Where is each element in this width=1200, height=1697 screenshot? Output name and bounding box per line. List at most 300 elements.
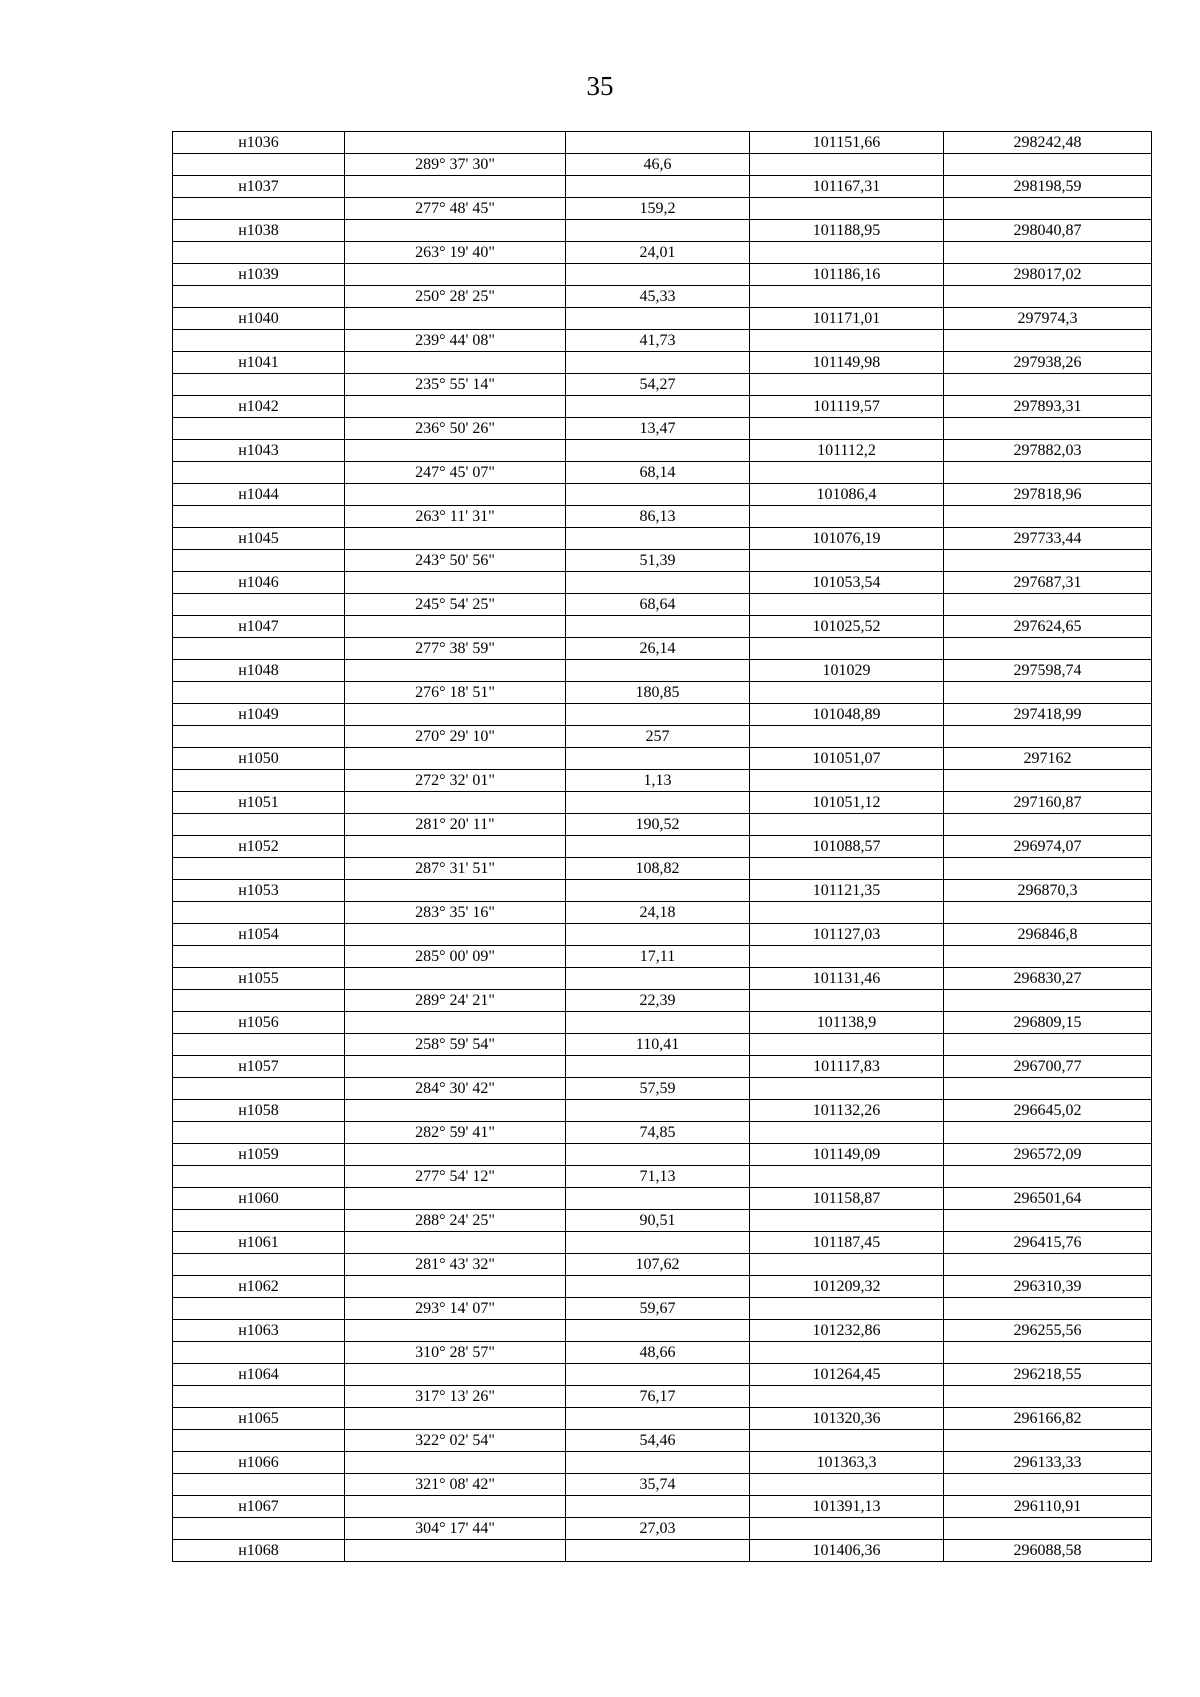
empty-cell (566, 704, 750, 726)
x-coordinate-cell: 101132,26 (750, 1100, 944, 1122)
empty-cell (345, 1496, 566, 1518)
segment-length-cell: 24,01 (566, 242, 750, 264)
x-coordinate-cell: 101264,45 (750, 1364, 944, 1386)
y-coordinate-cell: 296255,56 (944, 1320, 1152, 1342)
direction-angle-cell: 289° 37' 30" (345, 154, 566, 176)
empty-cell (173, 550, 345, 572)
x-coordinate-cell: 101117,83 (750, 1056, 944, 1078)
empty-cell (750, 1430, 944, 1452)
segment-row (173, 1342, 1152, 1364)
empty-cell (173, 1430, 345, 1452)
direction-angle-cell: 310° 28' 57" (345, 1342, 566, 1364)
segment-row (173, 814, 1152, 836)
y-coordinate-cell: 298242,48 (944, 132, 1152, 154)
segment-length-cell: 76,17 (566, 1386, 750, 1408)
empty-cell (566, 1100, 750, 1122)
empty-cell (750, 462, 944, 484)
point-row (173, 176, 1152, 198)
y-coordinate-cell: 298017,02 (944, 264, 1152, 286)
empty-cell (173, 682, 345, 704)
direction-angle-cell: 243° 50' 56" (345, 550, 566, 572)
x-coordinate-cell: 101188,95 (750, 220, 944, 242)
x-coordinate-cell: 101186,16 (750, 264, 944, 286)
segment-length-cell: 1,13 (566, 770, 750, 792)
empty-cell (944, 1166, 1152, 1188)
empty-cell (173, 814, 345, 836)
direction-angle-cell: 263° 19' 40" (345, 242, 566, 264)
point-row (173, 484, 1152, 506)
empty-cell (173, 374, 345, 396)
empty-cell (944, 594, 1152, 616)
empty-cell (345, 264, 566, 286)
point-name-cell: н1065 (173, 1408, 345, 1430)
y-coordinate-cell: 296830,27 (944, 968, 1152, 990)
empty-cell (345, 528, 566, 550)
point-row (173, 836, 1152, 858)
empty-cell (173, 1518, 345, 1540)
segment-row (173, 726, 1152, 748)
point-name-cell: н1062 (173, 1276, 345, 1298)
point-row (173, 1496, 1152, 1518)
x-coordinate-cell: 101391,13 (750, 1496, 944, 1518)
empty-cell (345, 1232, 566, 1254)
empty-cell (750, 682, 944, 704)
empty-cell (750, 154, 944, 176)
empty-cell (173, 770, 345, 792)
empty-cell (750, 1166, 944, 1188)
point-row (173, 1012, 1152, 1034)
empty-cell (750, 418, 944, 440)
direction-angle-cell: 235° 55' 14" (345, 374, 566, 396)
x-coordinate-cell: 101149,98 (750, 352, 944, 374)
y-coordinate-cell: 297418,99 (944, 704, 1152, 726)
point-name-cell: н1040 (173, 308, 345, 330)
point-row (173, 396, 1152, 418)
empty-cell (345, 132, 566, 154)
point-row (173, 264, 1152, 286)
empty-cell (173, 1210, 345, 1232)
empty-cell (944, 1518, 1152, 1540)
segment-length-cell: 59,67 (566, 1298, 750, 1320)
empty-cell (944, 330, 1152, 352)
segment-length-cell: 74,85 (566, 1122, 750, 1144)
point-row (173, 880, 1152, 902)
y-coordinate-cell: 297818,96 (944, 484, 1152, 506)
point-name-cell: н1039 (173, 264, 345, 286)
empty-cell (345, 352, 566, 374)
point-row (173, 352, 1152, 374)
point-name-cell: н1038 (173, 220, 345, 242)
segment-row (173, 286, 1152, 308)
y-coordinate-cell: 296974,07 (944, 836, 1152, 858)
empty-cell (173, 418, 345, 440)
point-row (173, 572, 1152, 594)
empty-cell (345, 572, 566, 594)
empty-cell (345, 1012, 566, 1034)
x-coordinate-cell: 101167,31 (750, 176, 944, 198)
empty-cell (566, 1320, 750, 1342)
point-row (173, 968, 1152, 990)
point-name-cell: н1059 (173, 1144, 345, 1166)
direction-angle-cell: 288° 24' 25" (345, 1210, 566, 1232)
empty-cell (173, 330, 345, 352)
empty-cell (173, 726, 345, 748)
empty-cell (750, 374, 944, 396)
empty-cell (944, 418, 1152, 440)
point-name-cell: н1068 (173, 1540, 345, 1562)
empty-cell (566, 1276, 750, 1298)
segment-row (173, 1210, 1152, 1232)
x-coordinate-cell: 101112,2 (750, 440, 944, 462)
direction-angle-cell: 250° 28' 25" (345, 286, 566, 308)
empty-cell (566, 308, 750, 330)
x-coordinate-cell: 101048,89 (750, 704, 944, 726)
y-coordinate-cell: 298040,87 (944, 220, 1152, 242)
empty-cell (345, 616, 566, 638)
empty-cell (173, 198, 345, 220)
empty-cell (566, 1452, 750, 1474)
direction-angle-cell: 270° 29' 10" (345, 726, 566, 748)
x-coordinate-cell: 101138,9 (750, 1012, 944, 1034)
empty-cell (173, 946, 345, 968)
empty-cell (944, 286, 1152, 308)
point-name-cell: н1057 (173, 1056, 345, 1078)
segment-length-cell: 17,11 (566, 946, 750, 968)
empty-cell (750, 1342, 944, 1364)
empty-cell (173, 1034, 345, 1056)
point-name-cell: н1066 (173, 1452, 345, 1474)
empty-cell (173, 1254, 345, 1276)
empty-cell (750, 990, 944, 1012)
segment-length-cell: 22,39 (566, 990, 750, 1012)
empty-cell (750, 1034, 944, 1056)
empty-cell (750, 1386, 944, 1408)
empty-cell (944, 374, 1152, 396)
y-coordinate-cell: 296809,15 (944, 1012, 1152, 1034)
empty-cell (345, 704, 566, 726)
segment-length-cell: 159,2 (566, 198, 750, 220)
empty-cell (944, 858, 1152, 880)
direction-angle-cell: 263° 11' 31" (345, 506, 566, 528)
segment-length-cell: 110,41 (566, 1034, 750, 1056)
segment-length-cell: 13,47 (566, 418, 750, 440)
point-name-cell: н1046 (173, 572, 345, 594)
segment-length-cell: 45,33 (566, 286, 750, 308)
direction-angle-cell: 304° 17' 44" (345, 1518, 566, 1540)
point-row (173, 528, 1152, 550)
empty-cell (750, 638, 944, 660)
y-coordinate-cell: 296572,09 (944, 1144, 1152, 1166)
segment-row (173, 330, 1152, 352)
empty-cell (566, 396, 750, 418)
point-name-cell: н1042 (173, 396, 345, 418)
segment-length-cell: 54,27 (566, 374, 750, 396)
empty-cell (944, 506, 1152, 528)
y-coordinate-cell: 296846,8 (944, 924, 1152, 946)
point-row (173, 1232, 1152, 1254)
direction-angle-cell: 272° 32' 01" (345, 770, 566, 792)
y-coordinate-cell: 297160,87 (944, 792, 1152, 814)
direction-angle-cell: 282° 59' 41" (345, 1122, 566, 1144)
direction-angle-cell: 281° 20' 11" (345, 814, 566, 836)
x-coordinate-cell: 101131,46 (750, 968, 944, 990)
empty-cell (566, 132, 750, 154)
empty-cell (345, 1364, 566, 1386)
point-name-cell: н1060 (173, 1188, 345, 1210)
y-coordinate-cell: 297938,26 (944, 352, 1152, 374)
y-coordinate-cell: 296415,76 (944, 1232, 1152, 1254)
x-coordinate-cell: 101088,57 (750, 836, 944, 858)
empty-cell (566, 352, 750, 374)
empty-cell (944, 726, 1152, 748)
empty-cell (566, 484, 750, 506)
point-row (173, 748, 1152, 770)
segment-length-cell: 48,66 (566, 1342, 750, 1364)
y-coordinate-cell: 296310,39 (944, 1276, 1152, 1298)
point-name-cell: н1054 (173, 924, 345, 946)
empty-cell (944, 682, 1152, 704)
empty-cell (566, 880, 750, 902)
y-coordinate-cell: 296645,02 (944, 1100, 1152, 1122)
direction-angle-cell: 293° 14' 07" (345, 1298, 566, 1320)
direction-angle-cell: 287° 31' 51" (345, 858, 566, 880)
empty-cell (750, 1474, 944, 1496)
segment-row (173, 374, 1152, 396)
empty-cell (173, 1078, 345, 1100)
empty-cell (345, 1320, 566, 1342)
segment-length-cell: 68,64 (566, 594, 750, 616)
segment-row (173, 1474, 1152, 1496)
direction-angle-cell: 281° 43' 32" (345, 1254, 566, 1276)
point-name-cell: н1036 (173, 132, 345, 154)
segment-row (173, 1254, 1152, 1276)
empty-cell (566, 264, 750, 286)
direction-angle-cell: 317° 13' 26" (345, 1386, 566, 1408)
direction-angle-cell: 247° 45' 07" (345, 462, 566, 484)
point-row (173, 924, 1152, 946)
empty-cell (750, 1122, 944, 1144)
point-name-cell: н1061 (173, 1232, 345, 1254)
segment-row (173, 154, 1152, 176)
x-coordinate-cell: 101086,4 (750, 484, 944, 506)
point-row (173, 1100, 1152, 1122)
x-coordinate-cell: 101149,09 (750, 1144, 944, 1166)
point-name-cell: н1049 (173, 704, 345, 726)
empty-cell (173, 1342, 345, 1364)
direction-angle-cell: 277° 54' 12" (345, 1166, 566, 1188)
direction-angle-cell: 277° 48' 45" (345, 198, 566, 220)
x-coordinate-cell: 101051,12 (750, 792, 944, 814)
empty-cell (345, 1056, 566, 1078)
empty-cell (750, 1210, 944, 1232)
point-row (173, 308, 1152, 330)
y-coordinate-cell: 296700,77 (944, 1056, 1152, 1078)
y-coordinate-cell: 297162 (944, 748, 1152, 770)
empty-cell (566, 1188, 750, 1210)
point-row (173, 1320, 1152, 1342)
empty-cell (566, 440, 750, 462)
empty-cell (345, 484, 566, 506)
empty-cell (944, 638, 1152, 660)
segment-length-cell: 41,73 (566, 330, 750, 352)
direction-angle-cell: 283° 35' 16" (345, 902, 566, 924)
direction-angle-cell: 276° 18' 51" (345, 682, 566, 704)
point-name-cell: н1055 (173, 968, 345, 990)
x-coordinate-cell: 101121,35 (750, 880, 944, 902)
empty-cell (944, 770, 1152, 792)
empty-cell (345, 1100, 566, 1122)
empty-cell (173, 1474, 345, 1496)
segment-length-cell: 26,14 (566, 638, 750, 660)
segment-length-cell: 90,51 (566, 1210, 750, 1232)
segment-length-cell: 51,39 (566, 550, 750, 572)
segment-row (173, 1078, 1152, 1100)
x-coordinate-cell: 101119,57 (750, 396, 944, 418)
point-row (173, 1540, 1152, 1562)
x-coordinate-cell: 101209,32 (750, 1276, 944, 1298)
empty-cell (345, 440, 566, 462)
segment-row (173, 902, 1152, 924)
y-coordinate-cell: 296110,91 (944, 1496, 1152, 1518)
empty-cell (566, 528, 750, 550)
y-coordinate-cell: 297882,03 (944, 440, 1152, 462)
page-number: 35 (586, 71, 614, 101)
empty-cell (566, 792, 750, 814)
empty-cell (566, 660, 750, 682)
empty-cell (345, 396, 566, 418)
empty-cell (944, 1430, 1152, 1452)
empty-cell (173, 858, 345, 880)
segment-length-cell: 180,85 (566, 682, 750, 704)
empty-cell (173, 1122, 345, 1144)
y-coordinate-cell: 296218,55 (944, 1364, 1152, 1386)
point-name-cell: н1067 (173, 1496, 345, 1518)
segment-row (173, 242, 1152, 264)
empty-cell (750, 902, 944, 924)
empty-cell (345, 792, 566, 814)
direction-angle-cell: 289° 24' 21" (345, 990, 566, 1012)
empty-cell (750, 858, 944, 880)
x-coordinate-cell: 101051,07 (750, 748, 944, 770)
x-coordinate-cell: 101171,01 (750, 308, 944, 330)
x-coordinate-cell: 101406,36 (750, 1540, 944, 1562)
segment-row (173, 1034, 1152, 1056)
segment-length-cell: 108,82 (566, 858, 750, 880)
empty-cell (566, 1144, 750, 1166)
segment-length-cell: 27,03 (566, 1518, 750, 1540)
empty-cell (750, 198, 944, 220)
empty-cell (345, 880, 566, 902)
empty-cell (345, 1452, 566, 1474)
segment-row (173, 1298, 1152, 1320)
empty-cell (345, 220, 566, 242)
point-name-cell: н1043 (173, 440, 345, 462)
point-row (173, 220, 1152, 242)
point-name-cell: н1056 (173, 1012, 345, 1034)
x-coordinate-cell: 101127,03 (750, 924, 944, 946)
empty-cell (944, 1078, 1152, 1100)
empty-cell (173, 1166, 345, 1188)
empty-cell (566, 968, 750, 990)
empty-cell (750, 946, 944, 968)
segment-row (173, 1518, 1152, 1540)
empty-cell (566, 1496, 750, 1518)
x-coordinate-cell: 101029 (750, 660, 944, 682)
x-coordinate-cell: 101151,66 (750, 132, 944, 154)
segment-row (173, 682, 1152, 704)
segment-row (173, 946, 1152, 968)
empty-cell (944, 1210, 1152, 1232)
x-coordinate-cell: 101320,36 (750, 1408, 944, 1430)
empty-cell (944, 946, 1152, 968)
empty-cell (566, 1540, 750, 1562)
x-coordinate-cell: 101232,86 (750, 1320, 944, 1342)
x-coordinate-cell: 101053,54 (750, 572, 944, 594)
empty-cell (345, 1276, 566, 1298)
empty-cell (750, 814, 944, 836)
empty-cell (566, 836, 750, 858)
empty-cell (173, 638, 345, 660)
point-name-cell: н1045 (173, 528, 345, 550)
point-row (173, 792, 1152, 814)
segment-length-cell: 35,74 (566, 1474, 750, 1496)
segment-row (173, 418, 1152, 440)
empty-cell (566, 1364, 750, 1386)
empty-cell (750, 286, 944, 308)
segment-length-cell: 86,13 (566, 506, 750, 528)
x-coordinate-cell: 101363,3 (750, 1452, 944, 1474)
point-name-cell: н1048 (173, 660, 345, 682)
y-coordinate-cell: 297624,65 (944, 616, 1152, 638)
point-row (173, 1188, 1152, 1210)
point-name-cell: н1037 (173, 176, 345, 198)
segment-row (173, 638, 1152, 660)
empty-cell (566, 176, 750, 198)
empty-cell (345, 176, 566, 198)
y-coordinate-cell: 296166,82 (944, 1408, 1152, 1430)
x-coordinate-cell: 101025,52 (750, 616, 944, 638)
empty-cell (750, 1078, 944, 1100)
empty-cell (173, 594, 345, 616)
empty-cell (944, 1474, 1152, 1496)
empty-cell (750, 550, 944, 572)
empty-cell (944, 1386, 1152, 1408)
y-coordinate-cell: 297687,31 (944, 572, 1152, 594)
empty-cell (944, 1254, 1152, 1276)
point-row (173, 616, 1152, 638)
empty-cell (750, 330, 944, 352)
empty-cell (566, 1012, 750, 1034)
point-row (173, 1144, 1152, 1166)
point-row (173, 660, 1152, 682)
coordinates-table (172, 131, 1152, 1562)
y-coordinate-cell: 297733,44 (944, 528, 1152, 550)
point-name-cell: н1063 (173, 1320, 345, 1342)
point-name-cell: н1050 (173, 748, 345, 770)
empty-cell (750, 726, 944, 748)
empty-cell (944, 550, 1152, 572)
empty-cell (944, 462, 1152, 484)
empty-cell (944, 814, 1152, 836)
direction-angle-cell: 239° 44' 08" (345, 330, 566, 352)
y-coordinate-cell: 296088,58 (944, 1540, 1152, 1562)
segment-row (173, 770, 1152, 792)
segment-row (173, 1122, 1152, 1144)
empty-cell (173, 462, 345, 484)
point-row (173, 132, 1152, 154)
empty-cell (944, 1122, 1152, 1144)
x-coordinate-cell: 101076,19 (750, 528, 944, 550)
